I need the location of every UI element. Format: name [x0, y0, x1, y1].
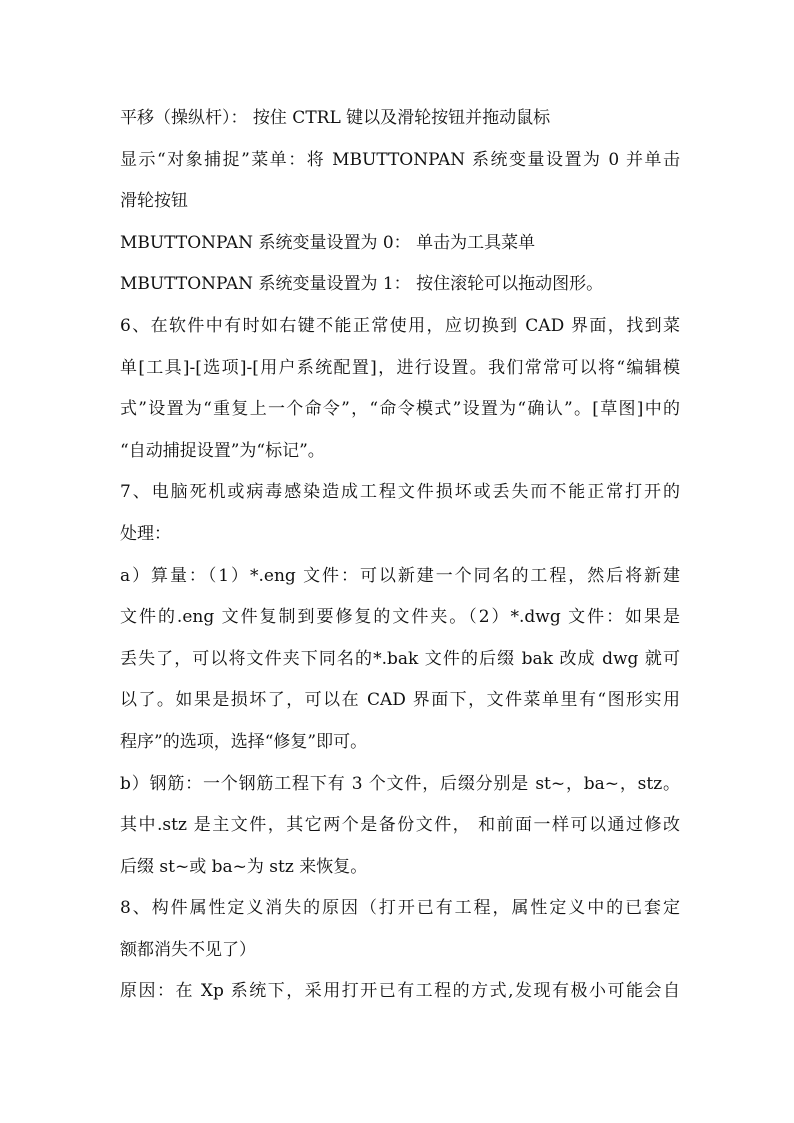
text-line: MBUTTONPAN 系统变量设置为 0： 单击为工具菜单	[120, 232, 536, 253]
text-line: 文件的.eng 文件复制到要修复的文件夹。（2）*.dwg 文件：如果是	[120, 607, 680, 628]
text-line: 程序”的选项，选择“修复”即可。	[120, 731, 368, 752]
text-line: 额都消失不见了）	[120, 939, 256, 960]
text-line: 后缀 st~或 ba~为 stz 来恢复。	[120, 856, 368, 877]
text-line: 显示“对象捕捉”菜单：将 MBUTTONPAN 系统变量设置为 0 并单击	[120, 149, 680, 170]
text-line: a）算量：（1）*.eng 文件：可以新建一个同名的工程，然后将新建	[120, 565, 680, 586]
text-line: 单[工具]-[选项]-[用户系统配置]，进行设置。我们常常可以将“编辑模	[120, 357, 680, 378]
text-line: 处理：	[120, 523, 171, 544]
text-line: 式”设置为“重复上一个命令”，“命令模式”设置为“确认”。[草图]中的	[120, 399, 680, 420]
text-line: 滑轮按钮	[120, 191, 188, 212]
text-line: 原因：在 Xp 系统下，采用打开已有工程的方式,发现有极小可能会自	[120, 981, 680, 1002]
text-line: b）钢筋：一个钢筋工程下有 3 个文件，后缀分别是 st~，ba~，stz。	[120, 773, 680, 794]
text-line: “自动捕捉设置”为“标记”。	[120, 440, 325, 461]
text-line: MBUTTONPAN 系统变量设置为 1： 按住滚轮可以拖动图形。	[120, 274, 604, 295]
text-line: 8、构件属性定义消失的原因（打开已有工程，属性定义中的已套定	[120, 898, 680, 919]
document-body	[120, 98, 680, 1013]
text-line: 7、电脑死机或病毒感染造成工程文件损坏或丢失而不能正常打开的	[120, 482, 680, 503]
text-line: 丢失了，可以将文件夹下同名的*.bak 文件的后缀 bak 改成 dwg 就可	[120, 648, 680, 669]
text-line: 以了。如果是损坏了，可以在 CAD 界面下，文件菜单里有“图形实用	[120, 690, 680, 711]
text-line: 其中.stz 是主文件，其它两个是备份文件， 和前面一样可以通过修改	[120, 815, 680, 836]
text-line: 平移（操纵杆）： 按住 CTRL 键以及滑轮按钮并拖动鼠标	[120, 108, 551, 128]
text-line: 6、在软件中有时如右键不能正常使用，应切换到 CAD 界面，找到菜	[120, 315, 680, 336]
